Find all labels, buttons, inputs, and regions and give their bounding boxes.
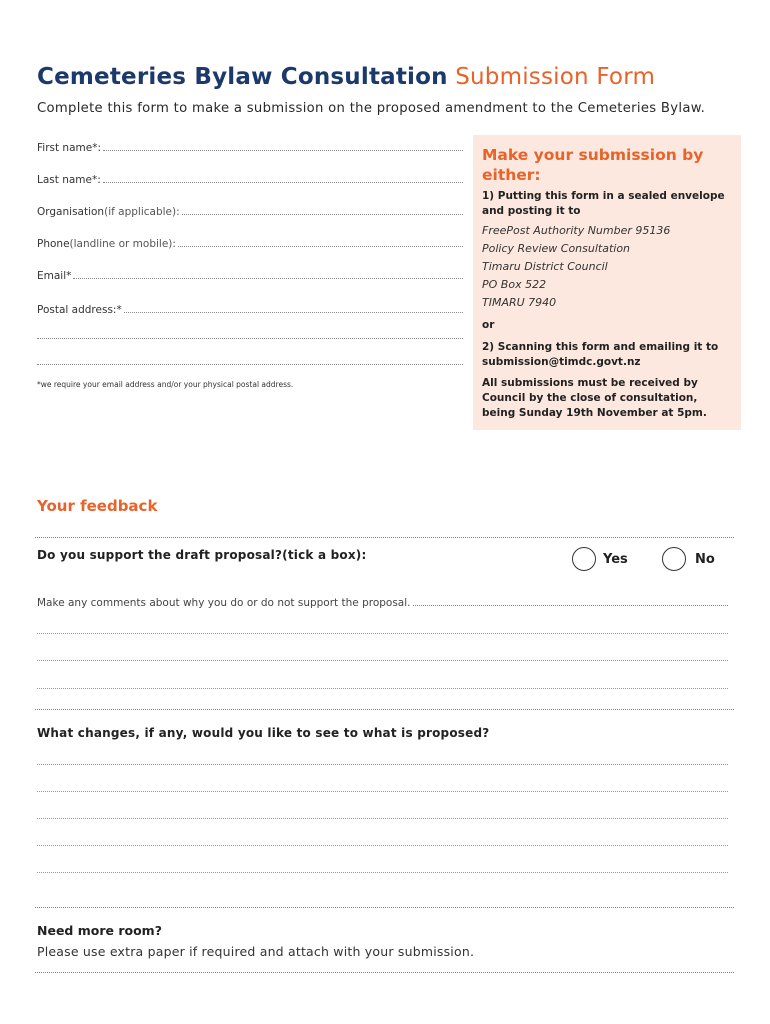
page-subtitle: Complete this form to make a submission on the proposed amendment to the Cemeteries Bylaw.	[37, 101, 706, 116]
postal-address-label: Postal address:*	[37, 304, 122, 316]
option-email-text: 2) Scanning this form and emailing it to submission@timdc.govt.nz	[482, 341, 719, 368]
postal-address-input-line[interactable]	[124, 311, 463, 313]
or-text: or	[482, 319, 495, 331]
changes-line[interactable]	[37, 817, 728, 819]
feedback-heading: Your feedback	[37, 497, 158, 515]
option-post-text: 1) Putting this form in a sealed envelope and posting it to	[482, 190, 725, 217]
phone-label: Phone	[37, 238, 70, 250]
submission-info-heading: Make your submission by either:	[482, 146, 704, 184]
address-line: Policy Review Consultation	[482, 242, 631, 255]
organisation-label: Organisation	[37, 206, 105, 218]
postal-address-block	[482, 222, 670, 312]
phone-field[interactable]	[37, 234, 463, 250]
need-more-room-heading: Need more room?	[37, 923, 162, 938]
phone-input-line[interactable]	[178, 245, 463, 247]
address-line: PO Box 522	[482, 278, 547, 291]
title-accent: Submission Form	[447, 64, 656, 90]
need-more-room-text: Please use extra paper if required and attach with your submission.	[37, 944, 475, 959]
contact-note: *we require your email address and/or your physical postal address.	[37, 380, 294, 389]
page-title	[37, 64, 655, 90]
email-field[interactable]	[37, 266, 463, 282]
phone-hint: (landline or mobile):	[69, 238, 176, 250]
address-line: TIMARU 7940	[482, 296, 557, 309]
first-name-label: First name*:	[37, 142, 101, 154]
first-name-input-line[interactable]	[103, 149, 463, 151]
organisation-hint: (if applicable):	[104, 206, 180, 218]
changes-line[interactable]	[37, 763, 728, 765]
organisation-field[interactable]	[37, 202, 463, 218]
yes-label: Yes	[603, 552, 628, 567]
no-radio[interactable]	[662, 547, 686, 571]
changes-question: What changes, if any, would you like to see to what is proposed?	[37, 726, 490, 740]
no-label: No	[695, 552, 715, 567]
comments-line[interactable]	[37, 687, 728, 689]
postal-address-line-2[interactable]	[37, 337, 463, 339]
section-divider	[35, 906, 734, 908]
deadline-text: All submissions must be received by Council by the close of consultation, being Sunday 19th November at 5pm.	[482, 377, 707, 419]
last-name-field[interactable]	[37, 170, 463, 186]
postal-address-field[interactable]	[37, 300, 463, 316]
section-divider	[35, 536, 734, 538]
last-name-input-line[interactable]	[103, 181, 463, 183]
comments-input-line[interactable]	[413, 604, 729, 606]
postal-address-line-3[interactable]	[37, 363, 463, 365]
comments-prompt: Make any comments about why you do or do not support the proposal.	[37, 597, 411, 609]
section-divider	[35, 971, 734, 973]
comments-line[interactable]	[37, 632, 728, 634]
yes-radio[interactable]	[572, 547, 596, 571]
comments-field[interactable]	[37, 595, 728, 609]
changes-line[interactable]	[37, 790, 728, 792]
email-label: Email*	[37, 270, 72, 282]
changes-line[interactable]	[37, 844, 728, 846]
support-question: Do you support the draft proposal?(tick a box):	[37, 548, 367, 562]
comments-line[interactable]	[37, 659, 728, 661]
changes-line[interactable]	[37, 871, 728, 873]
email-input-line[interactable]	[73, 277, 463, 279]
first-name-field[interactable]	[37, 138, 463, 154]
title-bold: Cemeteries Bylaw Consultation	[37, 64, 448, 90]
address-line: Timaru District Council	[482, 260, 608, 273]
section-divider	[35, 708, 734, 710]
organisation-input-line[interactable]	[182, 213, 463, 215]
address-line: FreePost Authority Number 95136	[482, 224, 671, 237]
last-name-label: Last name*:	[37, 174, 101, 186]
